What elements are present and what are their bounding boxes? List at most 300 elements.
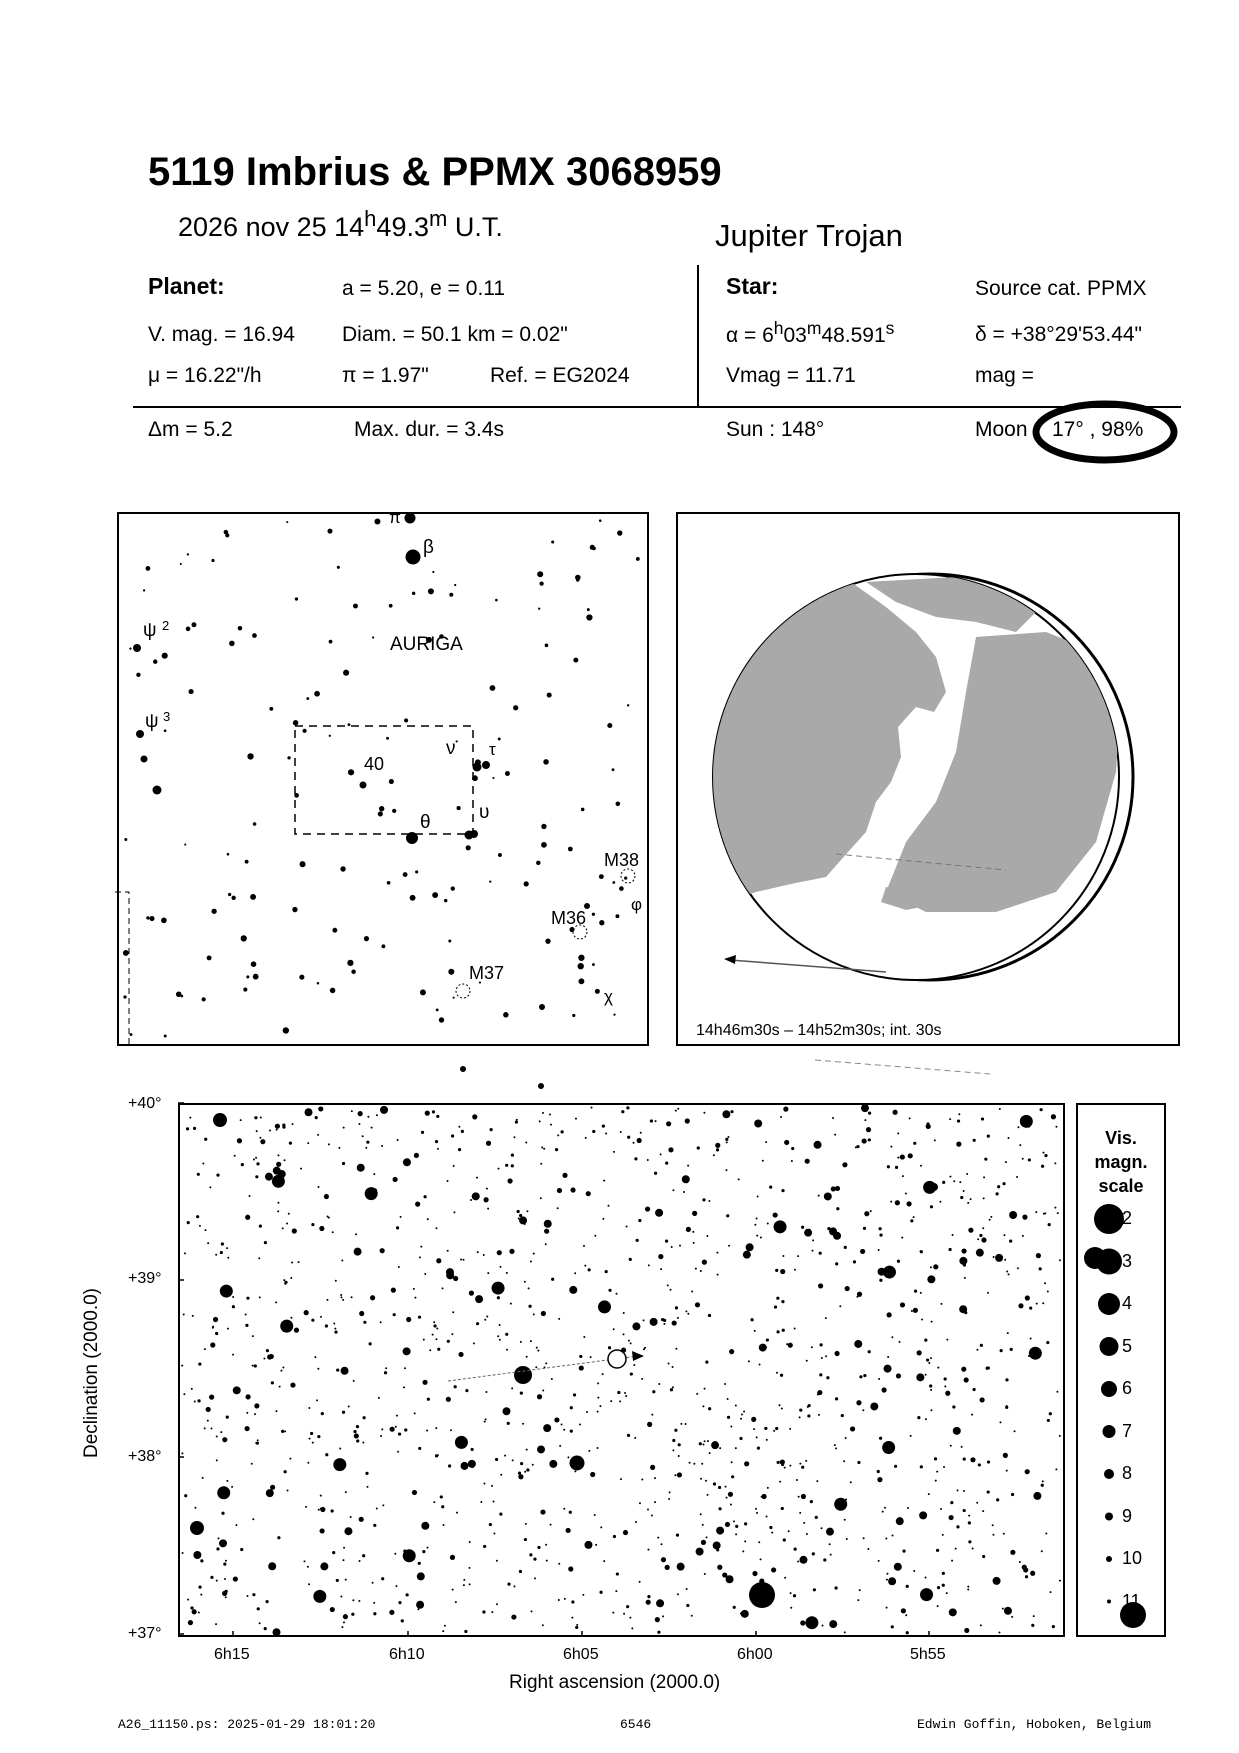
- chart-star: [570, 1187, 575, 1192]
- chart-star: [930, 1409, 932, 1411]
- chart-star: [602, 1124, 605, 1127]
- chart-star: [321, 1412, 324, 1415]
- chart-star: [372, 1582, 374, 1584]
- chart-star: [789, 1465, 791, 1467]
- chart-star: [613, 1328, 615, 1330]
- chart-star: [764, 1427, 767, 1430]
- chart-star: [320, 1562, 328, 1570]
- finder-star: [428, 588, 434, 594]
- x-tick-6h05: 6h05: [563, 1646, 599, 1663]
- chart-star: [705, 1480, 707, 1482]
- chart-star: [437, 1348, 440, 1351]
- chart-star: [313, 1590, 326, 1603]
- chart-star: [669, 1289, 671, 1291]
- finder-star: [180, 563, 182, 565]
- finder-bright-star: [482, 761, 490, 769]
- chart-star: [290, 1317, 292, 1319]
- chart-star: [1045, 1532, 1047, 1534]
- scale-label-3: 3: [1122, 1250, 1133, 1271]
- chart-star: [181, 1365, 183, 1367]
- finder-star: [351, 969, 355, 973]
- chart-star: [1011, 1616, 1013, 1618]
- chart-bright-star: [570, 1456, 585, 1471]
- chart-star: [489, 1523, 492, 1526]
- chart-star: [742, 1550, 744, 1552]
- chart-star: [677, 1108, 679, 1110]
- finder-star: [186, 627, 191, 632]
- finder-label-phi: φ: [631, 895, 643, 914]
- chart-star: [870, 1402, 878, 1410]
- finder-label-upsilon: υ: [479, 802, 490, 823]
- chart-star: [569, 1511, 572, 1514]
- chart-star: [843, 1460, 845, 1462]
- chart-star: [877, 1477, 882, 1482]
- chart-star: [692, 1231, 694, 1233]
- chart-star: [412, 1490, 417, 1495]
- scale-label-9: 9: [1122, 1505, 1133, 1526]
- chart-star: [629, 1258, 632, 1261]
- chart-star: [1046, 1341, 1049, 1344]
- chart-star: [744, 1522, 747, 1525]
- chart-star: [418, 1316, 421, 1319]
- chart-star: [834, 1134, 836, 1136]
- finder-star: [590, 545, 595, 550]
- chart-star: [308, 1583, 310, 1585]
- chart-star: [245, 1215, 250, 1220]
- chart-star: [677, 1593, 679, 1595]
- finder-star: [389, 779, 394, 784]
- chart-star: [1028, 1158, 1031, 1161]
- chart-star: [675, 1110, 677, 1112]
- chart-star: [442, 1524, 444, 1526]
- chart-star: [832, 1117, 834, 1119]
- finder-label-psi3-sup: 3: [163, 709, 171, 724]
- chart-star: [704, 1388, 706, 1390]
- chart-star: [692, 1211, 697, 1216]
- chart-star: [557, 1188, 562, 1193]
- scale-label-6: 6: [1122, 1378, 1133, 1398]
- chart-star: [496, 1603, 498, 1605]
- chart-star: [532, 1464, 534, 1466]
- chart-star: [943, 1466, 945, 1468]
- chart-star: [1006, 1270, 1008, 1272]
- finder-star: [539, 582, 543, 586]
- chart-star: [929, 1384, 932, 1387]
- chart-star: [341, 1260, 343, 1262]
- finder-star: [420, 989, 426, 995]
- chart-star: [702, 1260, 707, 1265]
- chart-star: [255, 1157, 257, 1159]
- chart-star: [542, 1624, 544, 1626]
- chart-star: [695, 1302, 700, 1307]
- finder-star: [164, 729, 167, 732]
- chart-star: [396, 1226, 399, 1229]
- chart-star: [626, 1605, 629, 1608]
- chart-star: [781, 1189, 784, 1192]
- chart-star: [711, 1441, 719, 1449]
- chart-star: [693, 1242, 695, 1244]
- chart-star: [495, 1458, 498, 1461]
- chart-star: [937, 1367, 939, 1369]
- chart-star: [967, 1586, 969, 1588]
- finder-bright-star: [473, 763, 482, 772]
- chart-star: [1002, 1182, 1005, 1185]
- chart-star: [251, 1463, 253, 1465]
- chart-star: [498, 1168, 500, 1170]
- finder-label-pi: π: [389, 508, 401, 527]
- chart-star: [613, 1535, 616, 1538]
- chart-star: [421, 1131, 424, 1134]
- chart-star: [951, 1560, 953, 1562]
- chart-star: [940, 1508, 942, 1510]
- max-duration: Max. dur. = 3.4s: [354, 418, 504, 441]
- chart-star: [551, 1378, 553, 1380]
- chart-star: [773, 1430, 775, 1432]
- chart-star: [776, 1297, 779, 1300]
- chart-star: [206, 1407, 211, 1412]
- scale-dot-11: [1107, 1600, 1111, 1604]
- chart-star: [891, 1625, 894, 1628]
- chart-star: [427, 1547, 429, 1549]
- chart-star: [633, 1142, 635, 1144]
- chart-star: [476, 1322, 479, 1325]
- chart-star: [823, 1558, 826, 1561]
- chart-star: [665, 1162, 668, 1165]
- chart-star: [751, 1417, 756, 1422]
- chart-star: [934, 1139, 936, 1141]
- chart-star: [358, 1123, 360, 1125]
- chart-star: [908, 1153, 913, 1158]
- chart-star: [217, 1537, 219, 1539]
- chart-star: [343, 1614, 348, 1619]
- chart-star: [1036, 1303, 1038, 1305]
- chart-star: [366, 1486, 368, 1488]
- chart-star: [1005, 1406, 1008, 1409]
- chart-star: [198, 1611, 200, 1613]
- chart-star: [757, 1447, 760, 1450]
- chart-star: [562, 1173, 567, 1178]
- chart-star: [561, 1423, 563, 1425]
- chart-star: [271, 1381, 274, 1384]
- chart-star: [370, 1295, 375, 1300]
- chart-star: [886, 1607, 888, 1609]
- finder-label-theta: θ: [420, 812, 431, 833]
- chart-star: [469, 1541, 471, 1543]
- chart-star: [559, 1445, 561, 1447]
- chart-star: [760, 1237, 762, 1239]
- scale-dot-2: [1094, 1204, 1124, 1234]
- chart-star: [1044, 1154, 1047, 1157]
- chart-star: [365, 1472, 368, 1475]
- chart-star: [937, 1605, 939, 1607]
- chart-star: [636, 1239, 639, 1242]
- finder-star: [329, 735, 331, 737]
- chart-star: [878, 1560, 880, 1562]
- chart-star: [280, 1370, 282, 1372]
- chart-star: [241, 1163, 244, 1166]
- scale-dot-5: [1100, 1337, 1119, 1356]
- chart-star: [320, 1528, 325, 1533]
- chart-star: [595, 1544, 597, 1546]
- chart-star: [252, 1365, 254, 1367]
- chart-star: [524, 1223, 526, 1225]
- chart-star: [499, 1339, 501, 1341]
- chart-star: [433, 1324, 436, 1327]
- chart-star: [380, 1435, 382, 1437]
- chart-star: [602, 1373, 604, 1375]
- chart-star: [520, 1392, 523, 1395]
- chart-star: [535, 1366, 537, 1368]
- chart-star: [511, 1387, 513, 1389]
- chart-star: [433, 1501, 435, 1503]
- chart-star: [216, 1547, 219, 1550]
- chart-star: [270, 1485, 275, 1490]
- chart-star: [920, 1292, 922, 1294]
- chart-star: [259, 1296, 261, 1298]
- chart-star: [363, 1416, 366, 1419]
- chart-star: [894, 1465, 897, 1468]
- chart-star: [455, 1436, 468, 1449]
- chart-star: [245, 1324, 248, 1327]
- chart-star: [263, 1358, 265, 1360]
- chart-star: [791, 1147, 794, 1150]
- chart-star: [597, 1411, 599, 1413]
- chart-star: [469, 1583, 471, 1585]
- chart-star: [384, 1371, 387, 1374]
- chart-star: [700, 1270, 702, 1272]
- chart-star: [220, 1431, 222, 1433]
- chart-star: [366, 1141, 369, 1144]
- chart-star: [970, 1457, 975, 1462]
- chart-star: [574, 1470, 576, 1472]
- scale-label-10: 10: [1122, 1548, 1143, 1568]
- y-tick-40: +40°: [128, 1095, 162, 1112]
- chart-star: [942, 1584, 945, 1587]
- chart-star: [803, 1522, 805, 1524]
- finder-label-nu: ν: [446, 738, 456, 759]
- chart-star: [864, 1119, 866, 1121]
- chart-star: [926, 1122, 929, 1125]
- chart-star: [390, 1427, 395, 1432]
- chart-star: [863, 1227, 866, 1230]
- chart-star: [740, 1418, 742, 1420]
- finder-star: [412, 592, 415, 595]
- chart-star: [859, 1589, 861, 1591]
- chart-star: [600, 1526, 602, 1528]
- chart-star: [634, 1437, 636, 1439]
- chart-star: [950, 1445, 952, 1447]
- chart-star: [217, 1486, 230, 1499]
- chart-star: [325, 1324, 328, 1327]
- chart-star: [806, 1533, 808, 1535]
- chart-star: [513, 1136, 515, 1138]
- chart-star: [537, 1546, 540, 1549]
- chart-star: [650, 1119, 653, 1122]
- chart-star: [900, 1154, 905, 1159]
- finder-star: [340, 866, 345, 871]
- finder-star: [207, 955, 212, 960]
- finder-star: [432, 892, 438, 898]
- chart-star: [1041, 1550, 1043, 1552]
- chart-star: [282, 1126, 285, 1129]
- chart-star: [334, 1328, 336, 1330]
- chart-star: [996, 1498, 999, 1501]
- finder-star: [541, 824, 546, 829]
- chart-star: [623, 1613, 625, 1615]
- chart-star: [672, 1366, 674, 1368]
- finder-star: [202, 997, 206, 1001]
- chart-star: [844, 1246, 847, 1249]
- dashed-track: [815, 1058, 995, 1078]
- chart-star: [452, 1311, 454, 1313]
- chart-star: [859, 1375, 862, 1378]
- chart-star: [697, 1146, 700, 1149]
- finder-star: [581, 808, 585, 812]
- chart-star: [762, 1160, 764, 1162]
- chart-star: [599, 1405, 601, 1407]
- chart-star: [702, 1524, 704, 1526]
- chart-star: [422, 1550, 425, 1553]
- planet-ref: Ref. = EG2024: [490, 364, 630, 387]
- chart-star: [813, 1588, 816, 1591]
- chart-star: [961, 1446, 963, 1448]
- finder-star: [123, 950, 129, 956]
- chart-star: [615, 1590, 617, 1592]
- chart-star: [429, 1349, 431, 1351]
- chart-star: [277, 1154, 279, 1156]
- chart-bright-star: [190, 1521, 204, 1535]
- chart-star: [520, 1462, 523, 1465]
- chart-star: [290, 1382, 295, 1387]
- chart-star: [343, 1621, 345, 1623]
- chart-star: [973, 1139, 976, 1142]
- chart-star: [447, 1180, 449, 1182]
- chart-star: [726, 1214, 729, 1217]
- chart-star: [289, 1458, 291, 1460]
- chart-star: [573, 1393, 576, 1396]
- chart-star: [863, 1374, 866, 1377]
- chart-star: [733, 1520, 735, 1522]
- finder-label-psi2-sup: 2: [162, 618, 170, 633]
- chart-star: [760, 1558, 762, 1560]
- finder-star: [490, 685, 496, 691]
- chart-star: [558, 1318, 560, 1320]
- chart-star: [920, 1165, 922, 1167]
- chart-star: [352, 1599, 354, 1601]
- globe-caption: 14h46m30s – 14h52m30s; int. 30s: [696, 1022, 942, 1039]
- finder-star: [252, 633, 257, 638]
- chart-star: [308, 1407, 310, 1409]
- chart-star: [917, 1377, 919, 1379]
- chart-star: [719, 1447, 721, 1449]
- chart-star: [780, 1116, 782, 1118]
- chart-star: [406, 1593, 409, 1596]
- chart-star: [844, 1519, 846, 1521]
- finder-star: [616, 801, 621, 806]
- chart-star: [421, 1522, 429, 1530]
- finder-star: [578, 955, 584, 961]
- finder-star: [372, 636, 374, 638]
- chart-star: [597, 1382, 599, 1384]
- chart-star: [506, 1349, 508, 1351]
- finder-label-psi2: ψ: [143, 620, 157, 641]
- chart-star: [287, 1490, 289, 1492]
- chart-star: [380, 1248, 385, 1253]
- chart-star: [744, 1540, 746, 1542]
- chart-star: [286, 1223, 288, 1225]
- chart-star: [884, 1507, 886, 1509]
- chart-star: [855, 1146, 857, 1148]
- chart-star: [758, 1541, 760, 1543]
- chart-star: [259, 1622, 261, 1624]
- chart-star: [1019, 1561, 1021, 1563]
- chart-star: [973, 1388, 976, 1391]
- chart-star: [529, 1553, 532, 1556]
- finder-star: [444, 899, 447, 902]
- chart-star: [805, 1159, 810, 1164]
- chart-star: [266, 1489, 274, 1497]
- chart-star: [707, 1494, 709, 1496]
- chart-star: [930, 1389, 932, 1391]
- chart-star: [405, 1429, 407, 1431]
- chart-star: [424, 1273, 426, 1275]
- chart-star: [571, 1617, 573, 1619]
- chart-star: [365, 1187, 378, 1200]
- chart-star: [900, 1302, 905, 1307]
- chart-star: [359, 1311, 364, 1316]
- chart-star: [564, 1598, 566, 1600]
- chart-star: [269, 1129, 271, 1131]
- chart-star: [1042, 1152, 1044, 1154]
- chart-star: [184, 1494, 187, 1497]
- chart-star: [931, 1321, 933, 1323]
- chart-star: [639, 1581, 641, 1583]
- chart-star: [186, 1127, 189, 1130]
- chart-star: [861, 1104, 869, 1112]
- chart-star: [220, 1251, 223, 1254]
- chart-star: [397, 1139, 399, 1141]
- chart-star: [276, 1162, 281, 1167]
- chart-bright-star: [749, 1582, 775, 1608]
- chart-star: [317, 1134, 319, 1136]
- chart-star: [769, 1186, 772, 1189]
- chart-star: [342, 1559, 344, 1561]
- chart-star: [511, 1153, 514, 1156]
- chart-star: [588, 1268, 591, 1271]
- chart-star: [647, 1595, 650, 1598]
- chart-star: [324, 1194, 329, 1199]
- chart-star: [626, 1106, 629, 1109]
- chart-star: [499, 1324, 501, 1326]
- chart-star: [1022, 1215, 1027, 1220]
- chart-star: [946, 1339, 948, 1341]
- finder-star: [503, 1012, 508, 1017]
- planet-heading: Planet:: [148, 273, 225, 299]
- chart-star: [645, 1206, 650, 1211]
- chart-star: [980, 1397, 985, 1402]
- chart-star: [956, 1489, 958, 1491]
- chart-star: [318, 1106, 323, 1111]
- chart-star: [949, 1176, 951, 1178]
- chart-star: [570, 1430, 573, 1433]
- chart-star: [303, 1560, 305, 1562]
- finder-label-psi3: ψ: [145, 711, 159, 732]
- page-title: 5119 Imbrius & PPMX 3068959: [148, 150, 722, 194]
- chart-star: [491, 1485, 493, 1487]
- chart-star: [258, 1257, 260, 1259]
- chart-star: [315, 1116, 318, 1119]
- chart-star: [623, 1312, 625, 1314]
